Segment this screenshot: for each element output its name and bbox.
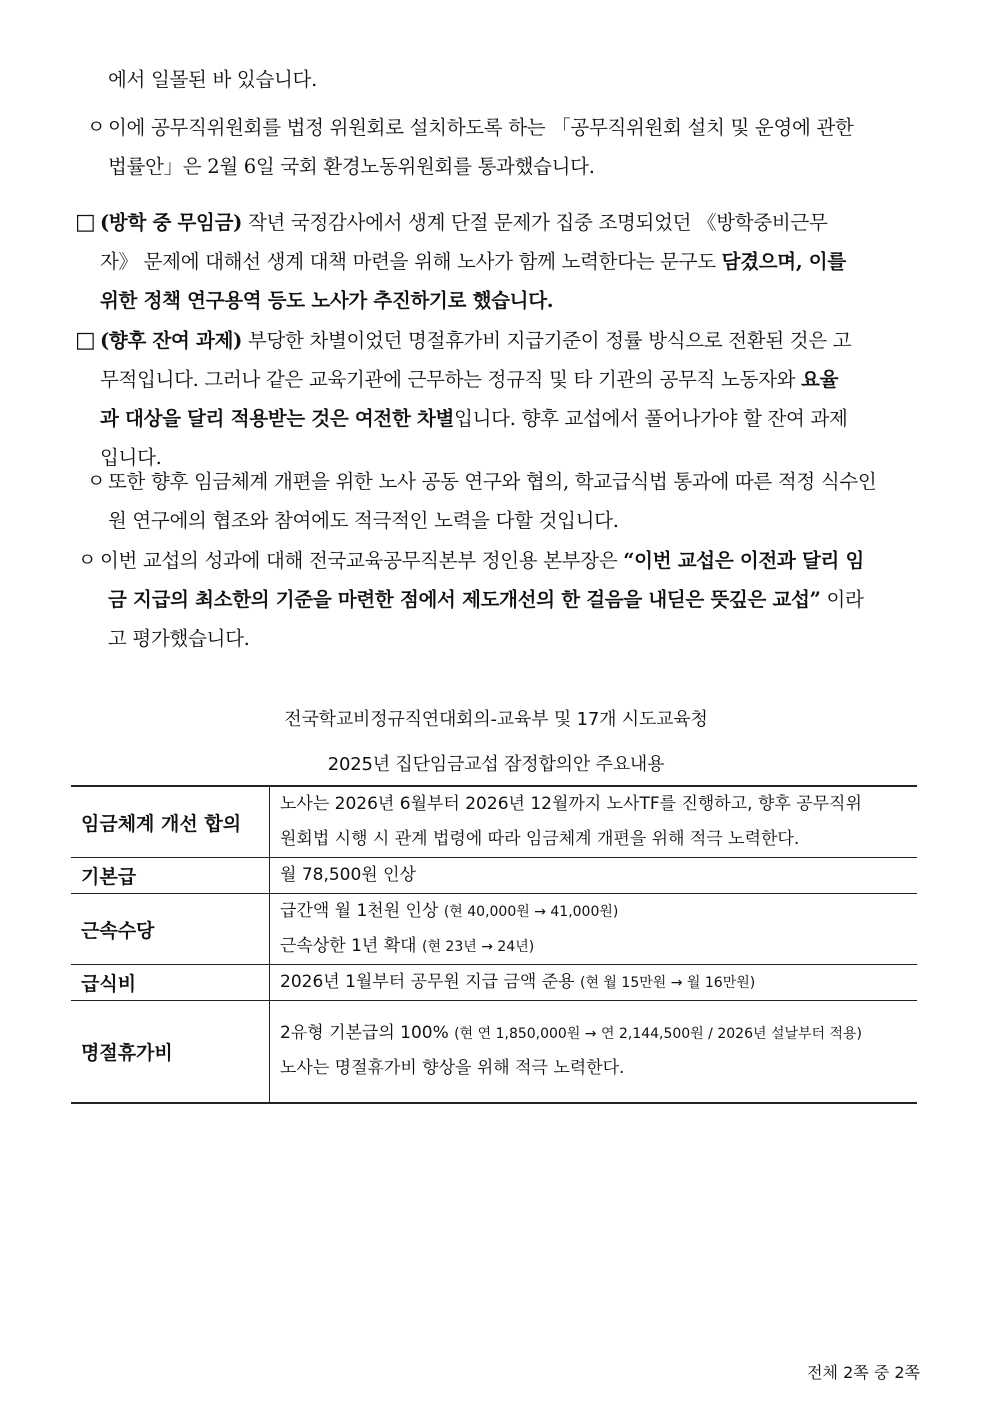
- table-row: [71, 894, 917, 965]
- value-text: 2026년 1월부터 공무원 지급 금액 준용: [280, 972, 580, 992]
- evaluation-line-1-text: 이번 교섭의 성과에 대해 전국교육공무직본부 정인용 본부장은: [100, 549, 624, 572]
- value-note: (현 연 1,850,000원 → 연 2,144,500원 / 2026년 설날부터 적용): [454, 1026, 863, 1043]
- tasks-line-3-bold: 과 대상을 달리 적용받는 것은 여전한 차별: [100, 407, 455, 430]
- row-label: 명절휴가비: [71, 1001, 270, 1103]
- table-row: [71, 1001, 917, 1103]
- row-label: 기본급: [71, 858, 270, 894]
- value-text: 원회법 시행 시 관계 법령에 따라 임금체계 개편을 위해 적극 노력한다.: [280, 829, 800, 849]
- committee-line-1: 이에 공무직위원회를 법정 위원회로 설치하도록 하는 「공무직위원회 설치 및 운영에 관한: [108, 116, 854, 139]
- research-line-2: 원 연구에의 협조와 참여에도 적극적인 노력을 다할 것입니다.: [108, 509, 619, 532]
- vacation-line-1-text: 작년 국정감사에서 생계 단절 문제가 집중 조명되었던 《방학중비근무: [242, 211, 828, 234]
- square-bullet-icon: □: [75, 210, 96, 235]
- row-value: [270, 1001, 918, 1103]
- value-text: 노사는 명절휴가비 향상을 위해 적극 노력한다.: [280, 1058, 625, 1079]
- row-value: [270, 858, 918, 894]
- tasks-heading: (향후 잔여 과제): [100, 329, 243, 352]
- evaluation-line-1-bold: “이번 교섭은 이전과 달리 임: [623, 549, 865, 572]
- research-line-1: 또한 향후 임금체계 개편을 위한 노사 공동 연구와 협의, 학교급식법 통과에 따른 적정 식수인: [108, 470, 877, 493]
- value-line: [280, 965, 917, 1000]
- row-value: [270, 786, 918, 858]
- value-line: [280, 894, 917, 929]
- value-line: [280, 1051, 917, 1086]
- value-line: [280, 822, 917, 857]
- tasks-line-3: [100, 399, 848, 438]
- table-row: [71, 965, 917, 1001]
- evaluation-line-2: [108, 580, 864, 619]
- vacation-heading: (방학 중 무임금): [100, 211, 243, 234]
- tasks-line-1-text: 부당한 차별이었던 명절휴가비 지급기준이 정률 방식으로 전환된 것은 고: [242, 329, 852, 352]
- circle-bullet-icon: ㅇ: [87, 116, 106, 138]
- summary-table: [71, 785, 917, 1104]
- value-note: (현 23년 → 24년): [421, 939, 535, 955]
- value-line: [280, 858, 917, 893]
- vacation-line-2-bold: 담겼으며, 이를: [721, 250, 846, 273]
- vacation-line-1: [100, 203, 828, 242]
- value-text: 급간액 월 1천원 인상: [280, 901, 444, 921]
- tasks-line-2-bold: 요율: [801, 368, 839, 391]
- row-label: 근속수당: [71, 894, 270, 965]
- value-line: [280, 787, 917, 822]
- tasks-line-2: [100, 360, 838, 399]
- evaluation-line-1: [100, 541, 864, 580]
- value-text: 노사는 2026년 6월부터 2026년 12월까지 노사TF를 진행하고, 향후 공무직위: [280, 794, 862, 814]
- row-value: [270, 894, 918, 965]
- vacation-line-2: [100, 242, 846, 281]
- tasks-line-1: [100, 321, 851, 360]
- value-line: [280, 1016, 917, 1051]
- row-value: [270, 965, 918, 1001]
- value-text: 월 78,500원 인상: [280, 865, 416, 885]
- page-footer: 전체 2쪽 중 2쪽: [807, 1363, 920, 1382]
- square-bullet-icon: □: [75, 328, 96, 353]
- table-row: [71, 858, 917, 894]
- table-row: [71, 786, 917, 858]
- circle-bullet-icon: ㅇ: [87, 470, 106, 492]
- evaluation-line-2-text: 이라: [820, 588, 864, 611]
- circle-bullet-icon: ㅇ: [78, 549, 97, 571]
- table-caption-line-1: 전국학교비정규직연대회의-교육부 및 17개 시도교육청: [284, 709, 708, 730]
- evaluation-line-3: 고 평가했습니다.: [108, 627, 250, 650]
- value-note: (현 월 15만원 → 월 16만원): [580, 975, 756, 991]
- table-caption-line-2: 2025년 집단임금교섭 잠정합의안 주요내용: [327, 754, 665, 775]
- evaluation-line-2-bold: 금 지급의 최소한의 기준을 마련한 점에서 제도개선의 한 걸음을 내딛은 뜻깊은 교섭”: [108, 588, 821, 611]
- tasks-line-3-text: 입니다. 향후 교섭에서 풀어나가야 할 잔여 과제: [454, 407, 848, 430]
- value-line: [280, 929, 917, 964]
- intro-continuation-text: 에서 일몰된 바 있습니다.: [108, 68, 317, 91]
- vacation-line-3: 위한 정책 연구용역 등도 노사가 추진하기로 했습니다.: [100, 289, 554, 312]
- row-label: 급식비: [71, 965, 270, 1001]
- value-text: 근속상한 1년 확대: [280, 936, 422, 956]
- vacation-line-2-text: 자》 문제에 대해선 생계 대책 마련을 위해 노사가 함께 노력한다는 문구도: [100, 250, 722, 273]
- value-text: 2유형 기본급의 100%: [280, 1023, 455, 1044]
- committee-line-2: 법률안」은 2월 6일 국회 환경노동위원회를 통과했습니다.: [108, 155, 595, 178]
- tasks-line-2-text: 무적입니다. 그러나 같은 교육기관에 근무하는 정규직 및 타 기관의 공무직 노동자와: [100, 368, 802, 391]
- value-note: (현 40,000원 → 41,000원): [443, 904, 619, 920]
- tasks-line-4: 입니다.: [100, 446, 162, 469]
- row-label: 임금체계 개선 합의: [71, 786, 270, 858]
